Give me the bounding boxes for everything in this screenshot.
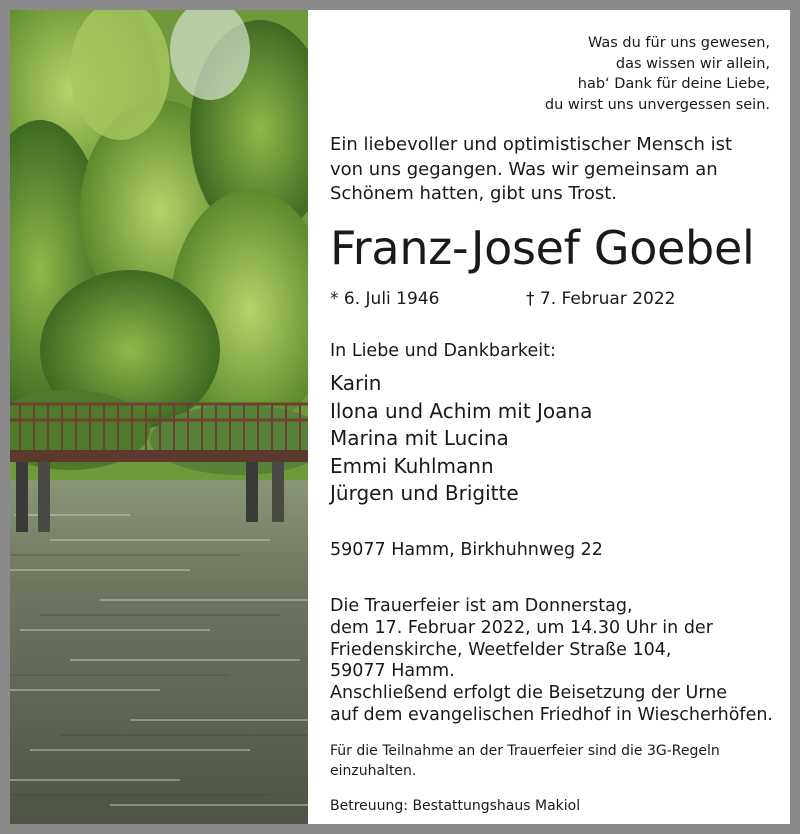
funeral-home-credit: Betreuung: Bestattungshaus Makiol — [330, 798, 581, 814]
mourner-name: Jürgen und Brigitte — [330, 481, 519, 505]
intro-line: von uns gegangen. Was wir gemeinsam an — [330, 158, 718, 180]
poem — [330, 33, 770, 115]
funeral-line: 59077 Hamm. — [330, 661, 455, 682]
note-line: Für die Teilnahme an der Trauerfeier sind die 3G-Regeln — [330, 743, 720, 759]
funeral-line: Friedenskirche, Weetfelder Straße 104, — [330, 639, 672, 660]
poem-line: hab‘ Dank für deine Liebe, — [577, 76, 770, 92]
funeral-line: Die Trauerfeier ist am Donnerstag, — [330, 596, 633, 616]
note-line: einzuhalten. — [330, 763, 417, 779]
death-date: † 7. Februar 2022 — [526, 289, 676, 309]
funeral-line: auf dem evangelischen Friedhof in Wiescherhöfen. — [330, 704, 773, 725]
funeral-details — [330, 596, 773, 727]
funeral-line: Anschließend erfolgt die Beisetzung der Urne — [330, 683, 728, 704]
covid-rules-note — [330, 741, 720, 781]
poem-line: du wirst uns unvergessen sein. — [544, 96, 770, 113]
intro-paragraph — [330, 133, 732, 207]
obituary-text-column — [330, 10, 780, 824]
deceased-name: Franz-Josef Goebel — [330, 221, 755, 275]
poem-line: Was du für uns gewesen, — [587, 35, 770, 51]
mourner-name: Emmi Kuhlmann — [330, 453, 494, 478]
mourners-intro: In Liebe und Dankbarkeit: — [330, 341, 556, 361]
birth-date: * 6. Juli 1946 — [330, 289, 440, 309]
poem-line: das wissen wir allein, — [615, 55, 770, 72]
mourners-list — [330, 370, 592, 508]
funeral-line: dem 17. Februar 2022, um 14.30 Uhr in der — [330, 617, 713, 638]
obituary-card — [10, 10, 790, 824]
mourner-name: Marina mit Lucina — [330, 426, 509, 450]
family-address: 59077 Hamm, Birkhuhnweg 22 — [330, 540, 603, 560]
intro-line: Ein liebevoller und optimistischer Mensch ist — [330, 134, 733, 155]
mourner-name: Ilona und Achim mit Joana — [330, 398, 593, 423]
intro-line: Schönem hatten, gibt uns Trost. — [330, 183, 618, 204]
mourner-name: Karin — [330, 371, 382, 395]
landscape-photo-bridge-over-water — [10, 10, 308, 824]
